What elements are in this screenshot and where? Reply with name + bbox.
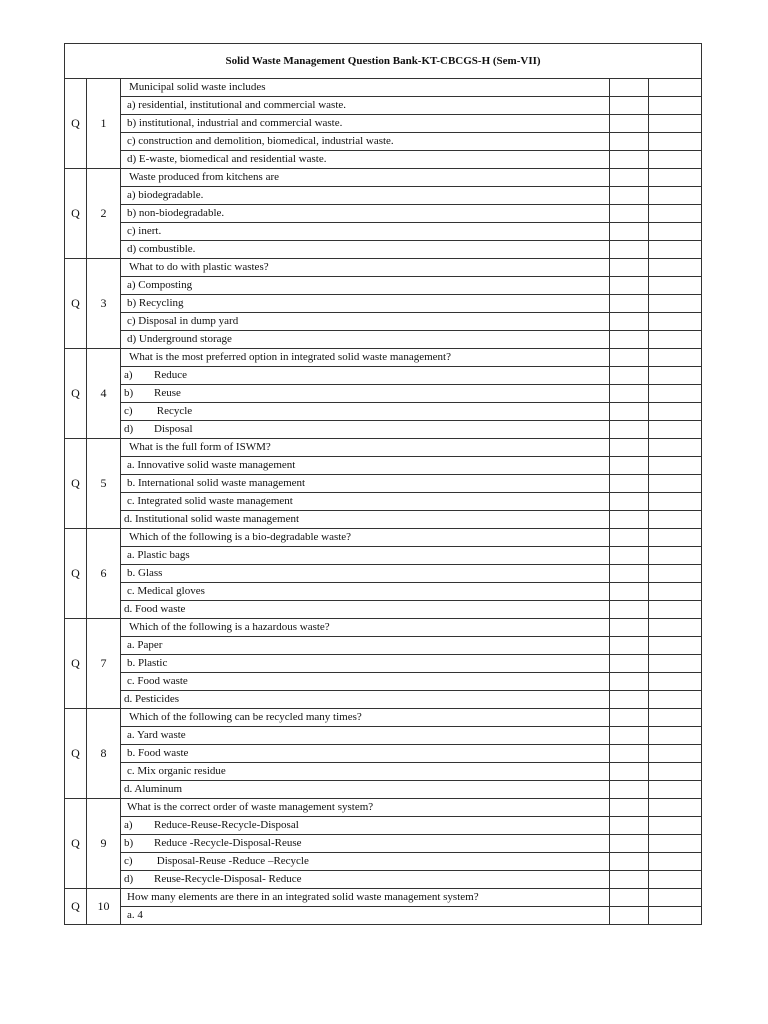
answer-cell [610, 295, 649, 313]
question-stem: Which of the following is a hazardous waste? [121, 619, 610, 637]
option-row [65, 655, 702, 673]
marks-cell [649, 277, 702, 295]
question-stem: What is the full form of ISWM? [121, 439, 610, 457]
marks-cell [649, 619, 702, 637]
marks-cell [649, 727, 702, 745]
option-row [65, 421, 702, 439]
answer-cell [610, 871, 649, 889]
option-row [65, 241, 702, 259]
answer-cell [610, 637, 649, 655]
marks-cell [649, 547, 702, 565]
marks-cell [649, 583, 702, 601]
answer-cell [610, 745, 649, 763]
marks-cell [649, 259, 702, 277]
question-stem-row [65, 529, 702, 547]
answer-cell [610, 691, 649, 709]
option-row [65, 403, 702, 421]
option-row [65, 97, 702, 115]
option-row [65, 295, 702, 313]
option-text: a. Paper [121, 637, 610, 655]
answer-cell [610, 367, 649, 385]
option-text: a. Innovative solid waste management [121, 457, 610, 475]
marks-cell [649, 691, 702, 709]
answer-cell [610, 781, 649, 799]
question-label: Q [65, 79, 87, 169]
option-row [65, 691, 702, 709]
option-text [121, 853, 610, 871]
question-stem: How many elements are there in an integrated solid waste management system? [121, 889, 610, 907]
question-number: 1 [87, 79, 121, 169]
option-text: c. Mix organic residue [121, 763, 610, 781]
answer-cell [610, 331, 649, 349]
answer-cell [610, 349, 649, 367]
question-number: 7 [87, 619, 121, 709]
option-row [65, 547, 702, 565]
question-label: Q [65, 529, 87, 619]
option-row [65, 745, 702, 763]
question-stem: What to do with plastic wastes? [121, 259, 610, 277]
answer-cell [610, 619, 649, 637]
answer-cell [610, 223, 649, 241]
option-row [65, 907, 702, 925]
option-row [65, 151, 702, 169]
question-number: 10 [87, 889, 121, 925]
marks-cell [649, 187, 702, 205]
question-label: Q [65, 439, 87, 529]
answer-cell [610, 583, 649, 601]
answer-cell [610, 241, 649, 259]
question-number: 6 [87, 529, 121, 619]
marks-cell [649, 511, 702, 529]
option-row [65, 385, 702, 403]
question-label: Q [65, 259, 87, 349]
marks-cell [649, 79, 702, 97]
option-label: Reduce-Reuse-Recycle-Disposal [154, 819, 299, 831]
option-row [65, 277, 702, 295]
question-number: 9 [87, 799, 121, 889]
option-text: a. Plastic bags [121, 547, 610, 565]
answer-cell [610, 385, 649, 403]
marks-cell [649, 475, 702, 493]
option-label: Disposal [154, 423, 193, 435]
question-stem: What is the correct order of waste management system? [121, 799, 610, 817]
answer-cell [610, 475, 649, 493]
option-text: c) inert. [121, 223, 610, 241]
question-stem: Municipal solid waste includes [121, 79, 610, 97]
option-row [65, 511, 702, 529]
option-letter: d) [124, 423, 134, 435]
option-text: d) E-waste, biomedical and residential waste. [121, 151, 610, 169]
marks-cell [649, 817, 702, 835]
marks-cell [649, 889, 702, 907]
option-text: b) non-biodegradable. [121, 205, 610, 223]
marks-cell [649, 367, 702, 385]
option-text: b) Recycling [121, 295, 610, 313]
marks-cell [649, 151, 702, 169]
option-row [65, 583, 702, 601]
option-text [121, 367, 610, 385]
question-stem-row [65, 259, 702, 277]
answer-cell [610, 601, 649, 619]
option-text: b. Glass [121, 565, 610, 583]
option-row [65, 205, 702, 223]
answer-cell [610, 673, 649, 691]
answer-cell [610, 709, 649, 727]
question-stem: Waste produced from kitchens are [121, 169, 610, 187]
answer-cell [610, 727, 649, 745]
option-row [65, 187, 702, 205]
marks-cell [649, 133, 702, 151]
question-stem-row [65, 619, 702, 637]
answer-cell [610, 907, 649, 925]
question-stem-row [65, 439, 702, 457]
option-row [65, 133, 702, 151]
question-label: Q [65, 709, 87, 799]
option-label: Reuse-Recycle-Disposal- Reduce [154, 873, 302, 885]
option-text [121, 385, 610, 403]
answer-cell [610, 889, 649, 907]
option-letter: c) [124, 855, 133, 867]
option-letter: c) [124, 405, 133, 417]
marks-cell [649, 97, 702, 115]
marks-cell [649, 709, 702, 727]
marks-cell [649, 799, 702, 817]
marks-cell [649, 385, 702, 403]
answer-cell [610, 853, 649, 871]
option-row [65, 673, 702, 691]
question-stem: Which of the following can be recycled many times? [121, 709, 610, 727]
marks-cell [649, 169, 702, 187]
option-letter: a) [124, 369, 133, 381]
question-number: 8 [87, 709, 121, 799]
option-text: a. Yard waste [121, 727, 610, 745]
marks-cell [649, 223, 702, 241]
question-stem-row [65, 709, 702, 727]
answer-cell [610, 511, 649, 529]
question-stem-row [65, 349, 702, 367]
marks-cell [649, 331, 702, 349]
option-label: Recycle [154, 405, 193, 417]
option-text: a) Composting [121, 277, 610, 295]
answer-cell [610, 421, 649, 439]
marks-cell [649, 349, 702, 367]
option-row [65, 223, 702, 241]
answer-cell [610, 439, 649, 457]
option-text: c. Medical gloves [121, 583, 610, 601]
question-label: Q [65, 889, 87, 925]
question-number: 3 [87, 259, 121, 349]
marks-cell [649, 655, 702, 673]
answer-cell [610, 205, 649, 223]
option-text [121, 403, 610, 421]
option-row [65, 565, 702, 583]
option-text: c) Disposal in dump yard [121, 313, 610, 331]
option-text: d. Institutional solid waste management [121, 511, 610, 529]
answer-cell [610, 565, 649, 583]
option-text: d. Aluminum [121, 781, 610, 799]
question-number: 5 [87, 439, 121, 529]
answer-cell [610, 547, 649, 565]
option-row [65, 457, 702, 475]
option-row [65, 493, 702, 511]
question-label: Q [65, 169, 87, 259]
option-text [121, 871, 610, 889]
marks-cell [649, 907, 702, 925]
option-letter: b) [124, 837, 134, 849]
option-text: a) residential, institutional and commercial waste. [121, 97, 610, 115]
question-label: Q [65, 349, 87, 439]
option-text: a) biodegradable. [121, 187, 610, 205]
question-stem: What is the most preferred option in integrated solid waste management? [121, 349, 610, 367]
answer-cell [610, 835, 649, 853]
option-row [65, 781, 702, 799]
option-text: c. Food waste [121, 673, 610, 691]
answer-cell [610, 169, 649, 187]
option-row [65, 601, 702, 619]
marks-cell [649, 601, 702, 619]
marks-cell [649, 493, 702, 511]
question-number: 2 [87, 169, 121, 259]
option-row [65, 817, 702, 835]
title-row [65, 44, 702, 79]
option-row [65, 853, 702, 871]
option-text: a. 4 [121, 907, 610, 925]
option-row [65, 115, 702, 133]
option-letter: a) [124, 819, 133, 831]
option-row [65, 871, 702, 889]
answer-cell [610, 259, 649, 277]
option-letter: b) [124, 387, 134, 399]
answer-cell [610, 529, 649, 547]
question-label: Q [65, 799, 87, 889]
answer-cell [610, 115, 649, 133]
option-row [65, 367, 702, 385]
marks-cell [649, 835, 702, 853]
marks-cell [649, 871, 702, 889]
option-label: Reuse [154, 387, 181, 399]
answer-cell [610, 133, 649, 151]
option-text [121, 835, 610, 853]
option-row [65, 763, 702, 781]
option-text: c. Integrated solid waste management [121, 493, 610, 511]
option-letter: d) [124, 873, 134, 885]
marks-cell [649, 745, 702, 763]
marks-cell [649, 205, 702, 223]
answer-cell [610, 655, 649, 673]
answer-cell [610, 763, 649, 781]
option-text: b. Plastic [121, 655, 610, 673]
answer-cell [610, 187, 649, 205]
marks-cell [649, 565, 702, 583]
marks-cell [649, 673, 702, 691]
option-text [121, 421, 610, 439]
answer-cell [610, 799, 649, 817]
option-text: b) institutional, industrial and commercial waste. [121, 115, 610, 133]
marks-cell [649, 637, 702, 655]
marks-cell [649, 115, 702, 133]
question-bank-table [64, 43, 702, 925]
option-label: Reduce -Recycle-Disposal-Reuse [154, 837, 302, 849]
option-label: Reduce [154, 369, 187, 381]
answer-cell [610, 313, 649, 331]
answer-cell [610, 79, 649, 97]
marks-cell [649, 457, 702, 475]
marks-cell [649, 403, 702, 421]
question-stem-row [65, 79, 702, 97]
option-row [65, 637, 702, 655]
marks-cell [649, 853, 702, 871]
question-stem-row [65, 889, 702, 907]
option-text: d) Underground storage [121, 331, 610, 349]
option-text: b. International solid waste management [121, 475, 610, 493]
option-text: c) construction and demolition, biomedical, industrial waste. [121, 133, 610, 151]
option-label: Disposal-Reuse -Reduce –Recycle [154, 855, 309, 867]
marks-cell [649, 763, 702, 781]
option-row [65, 331, 702, 349]
answer-cell [610, 97, 649, 115]
marks-cell [649, 421, 702, 439]
question-stem-row [65, 799, 702, 817]
question-stem: Which of the following is a bio-degradable waste? [121, 529, 610, 547]
option-text [121, 817, 610, 835]
option-row [65, 835, 702, 853]
answer-cell [610, 493, 649, 511]
answer-cell [610, 277, 649, 295]
option-text: d) combustible. [121, 241, 610, 259]
question-stem-row [65, 169, 702, 187]
marks-cell [649, 781, 702, 799]
marks-cell [649, 241, 702, 259]
option-row [65, 313, 702, 331]
option-text: b. Food waste [121, 745, 610, 763]
marks-cell [649, 439, 702, 457]
document-title: Solid Waste Management Question Bank-KT-CBCGS-H (Sem-VII) [65, 44, 702, 79]
option-text: d. Food waste [121, 601, 610, 619]
option-text: d. Pesticides [121, 691, 610, 709]
marks-cell [649, 529, 702, 547]
option-row [65, 475, 702, 493]
answer-cell [610, 457, 649, 475]
answer-cell [610, 403, 649, 421]
option-row [65, 727, 702, 745]
marks-cell [649, 313, 702, 331]
question-label: Q [65, 619, 87, 709]
answer-cell [610, 817, 649, 835]
answer-cell [610, 151, 649, 169]
marks-cell [649, 295, 702, 313]
question-number: 4 [87, 349, 121, 439]
